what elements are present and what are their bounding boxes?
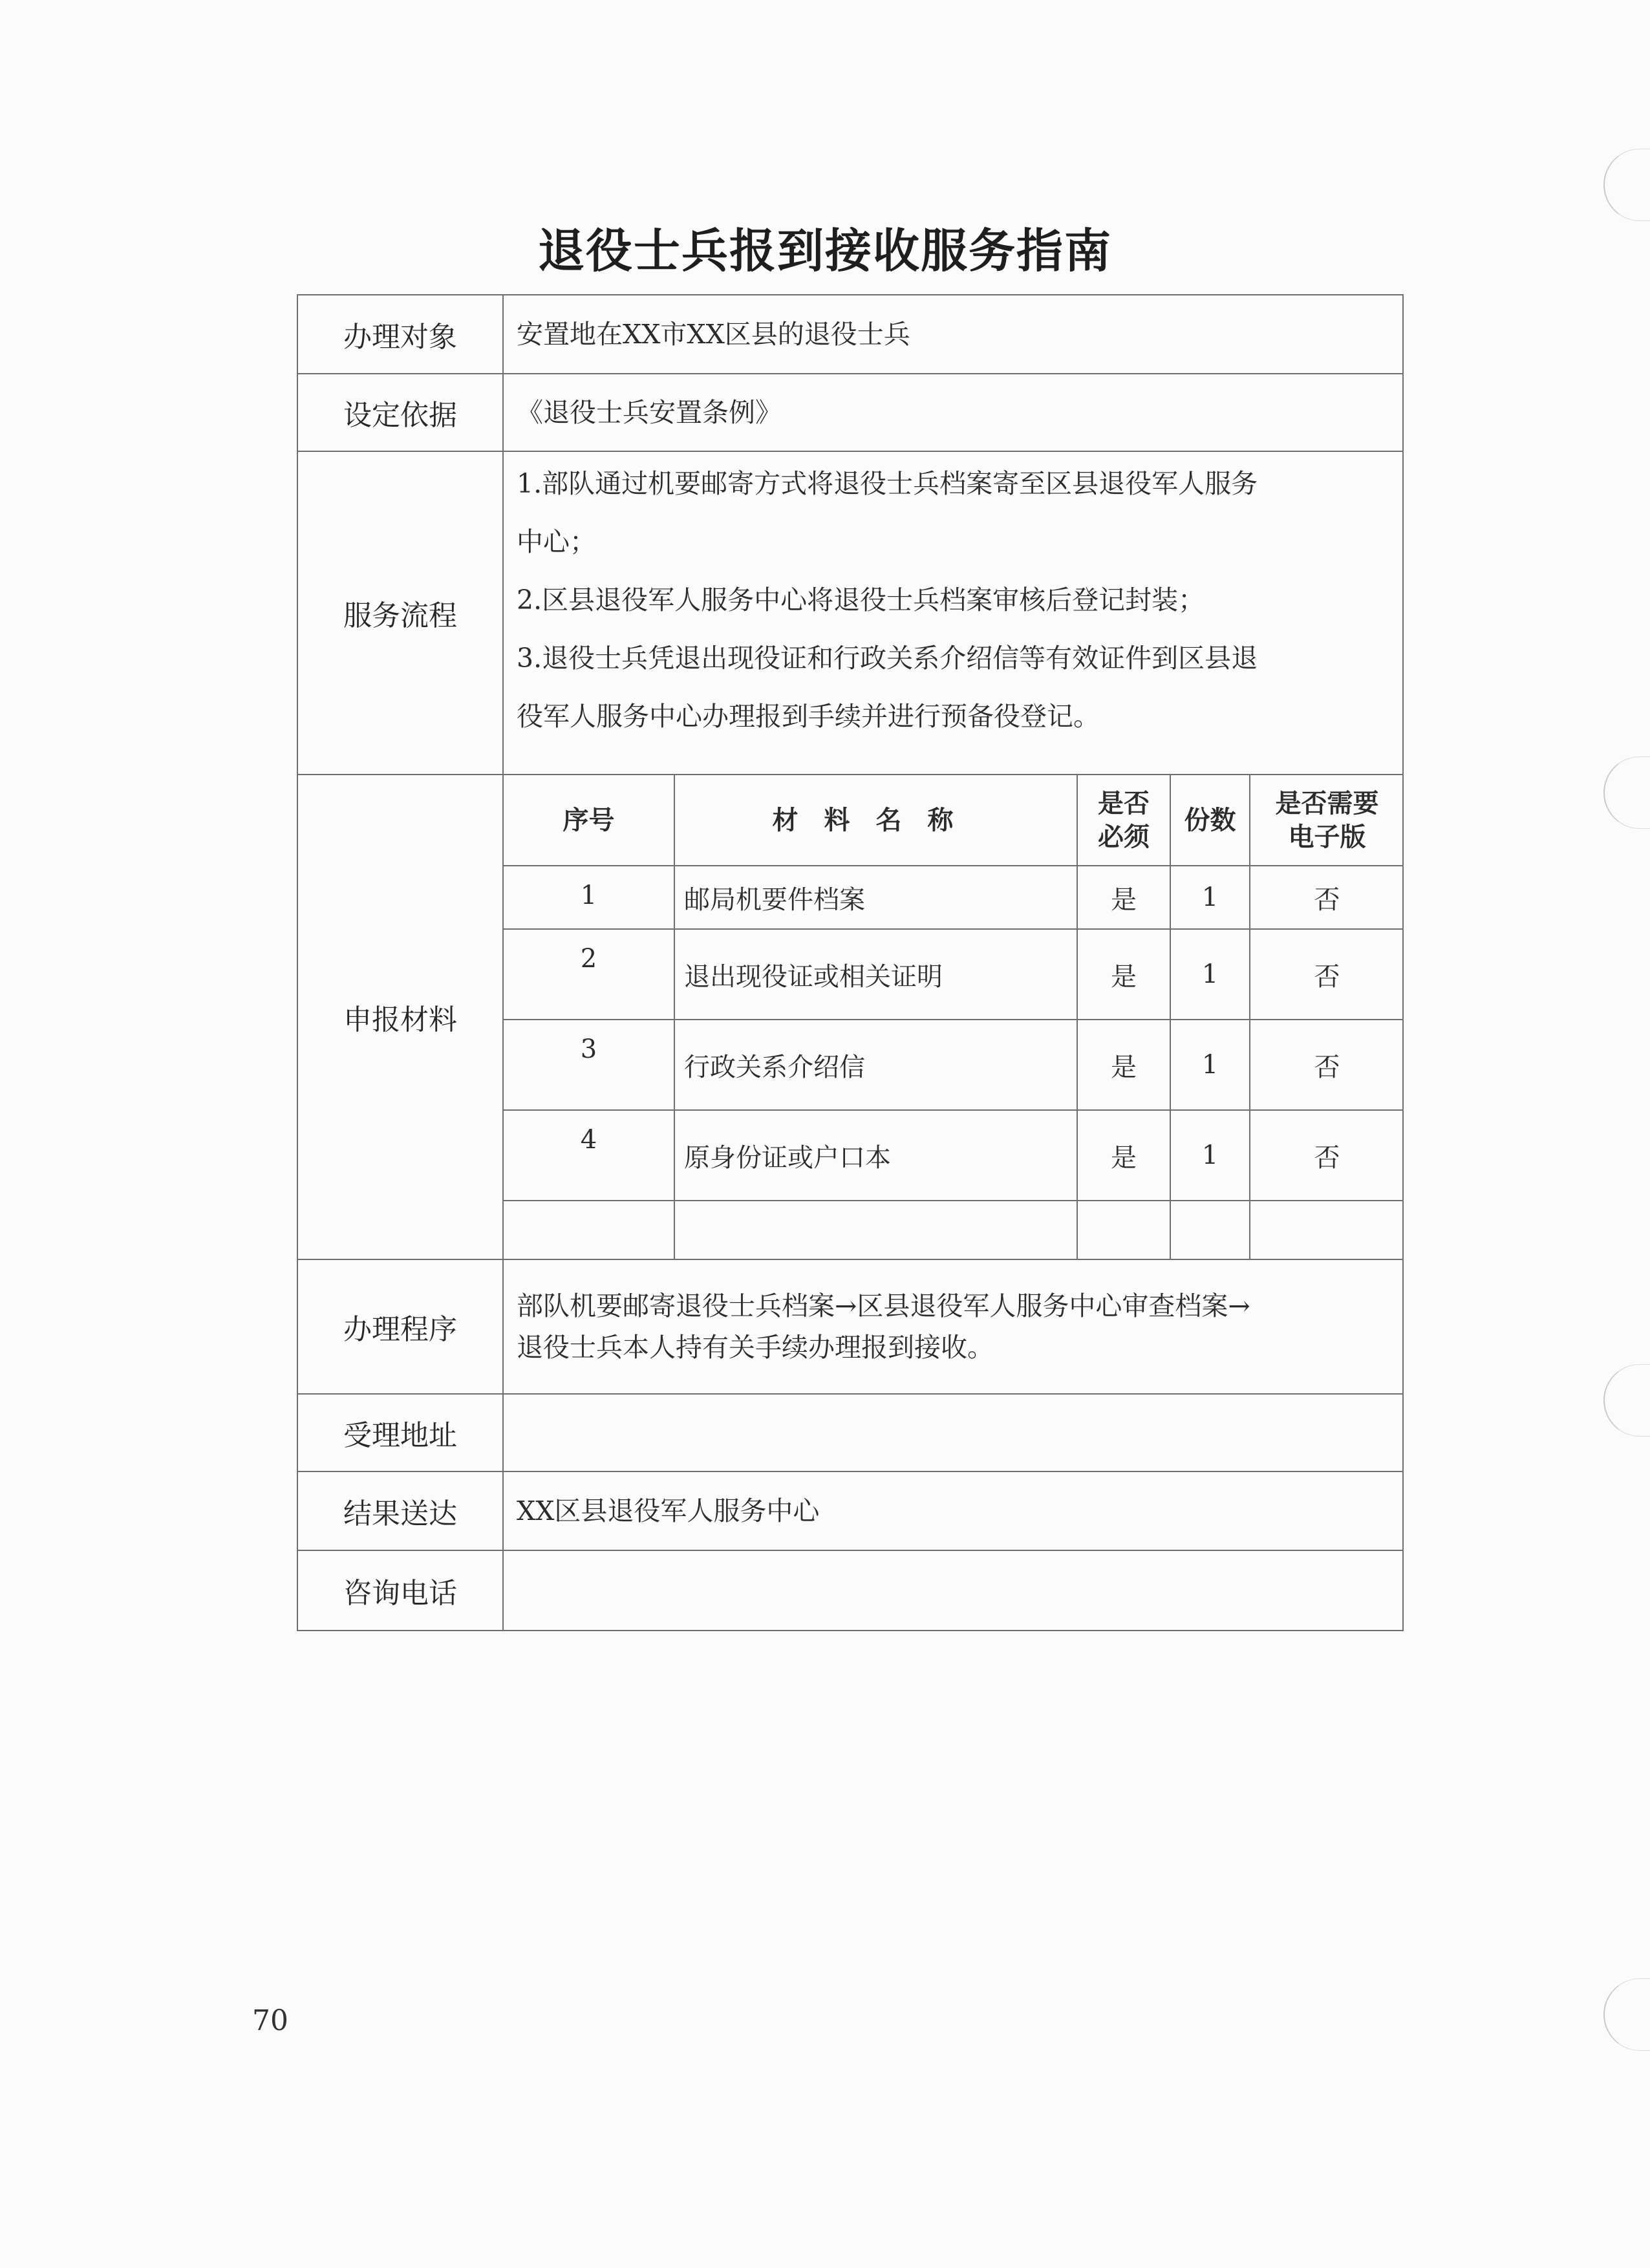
material-electronic: 否 [1250,1110,1404,1201]
phone-value [503,1550,1403,1631]
process-line: 3.退役士兵凭退出现役证和行政关系介绍信等有效证件到区县退 [517,643,1258,674]
material-electronic: 否 [1250,1020,1404,1110]
address-label: 受理地址 [297,1394,503,1471]
phone-label: 咨询电话 [297,1550,503,1631]
header-required-line: 是否 [1098,787,1150,818]
material-seq: 1 [504,866,674,929]
material-copies: 1 [1170,1020,1250,1110]
header-electronic-line: 是否需要 [1275,787,1379,818]
table-row-empty [504,1201,1404,1259]
materials-header-row [504,775,1404,866]
header-name: 材料名称 [674,775,1077,866]
binding-hole-mark [1603,756,1650,829]
material-name: 行政关系介绍信 [674,1020,1077,1110]
header-electronic [1250,775,1404,866]
address-value [503,1394,1403,1471]
material-name: 邮局机要件档案 [674,866,1077,929]
row-target [297,295,1403,374]
program-content [503,1259,1403,1394]
process-line: 中心； [517,526,596,557]
row-basis [297,374,1403,451]
page-number: 70 [252,2004,288,2037]
program-line: 部队机要邮寄退役士兵档案→区县退役军人服务中心审查档案→ [517,1290,1250,1321]
binding-hole-mark [1603,149,1650,221]
empty-cell [1170,1201,1250,1259]
process-line: 役军人服务中心办理报到手续并进行预备役登记。 [517,701,1100,732]
table-row [504,866,1404,929]
basis-value: 《退役士兵安置条例》 [503,374,1403,451]
page-title: 退役士兵报到接收服务指南 [537,224,1112,278]
process-label: 服务流程 [297,451,503,775]
material-electronic: 否 [1250,866,1404,929]
header-seq: 序号 [504,775,674,866]
material-copies: 1 [1170,929,1250,1020]
process-line: 1.部队通过机要邮寄方式将退役士兵档案寄至区县退役军人服务 [517,468,1258,499]
header-required-line: 必须 [1098,821,1150,852]
header-electronic-line: 电子版 [1288,821,1366,852]
target-label: 办理对象 [297,295,503,374]
materials-content [503,775,1403,1259]
row-process [297,451,1403,775]
header-copies: 份数 [1170,775,1250,866]
empty-cell [1077,1201,1170,1259]
row-phone [297,1550,1403,1631]
material-seq: 4 [504,1110,674,1201]
basis-label: 设定依据 [297,374,503,451]
row-program [297,1259,1403,1394]
delivery-value: XX区县退役军人服务中心 [503,1471,1403,1550]
target-value: 安置地在XX市XX区县的退役士兵 [503,295,1403,374]
material-required: 是 [1077,1110,1170,1201]
program-label: 办理程序 [297,1259,503,1394]
table-row [504,929,1404,1020]
material-seq: 3 [504,1020,674,1110]
empty-cell [674,1201,1077,1259]
binding-hole-mark [1603,1364,1650,1437]
table-row [504,1020,1404,1110]
empty-cell [1250,1201,1404,1259]
empty-cell [504,1201,674,1259]
binding-hole-mark [1603,1978,1650,2051]
material-name: 原身份证或户口本 [674,1110,1077,1201]
process-line: 2.区县退役军人服务中心将退役士兵档案审核后登记封装； [517,584,1205,615]
materials-table [504,775,1404,1259]
row-address [297,1394,1403,1471]
material-copies: 1 [1170,866,1250,929]
process-content [503,451,1403,775]
row-delivery [297,1471,1403,1550]
materials-label: 申报材料 [297,775,503,1259]
delivery-label: 结果送达 [297,1471,503,1550]
header-required [1077,775,1170,866]
material-copies: 1 [1170,1110,1250,1201]
table-row [504,1110,1404,1201]
material-required: 是 [1077,929,1170,1020]
material-seq: 2 [504,929,674,1020]
row-materials [297,775,1403,1259]
material-required: 是 [1077,1020,1170,1110]
service-guide-table [297,294,1404,1631]
material-required: 是 [1077,866,1170,929]
material-name: 退出现役证或相关证明 [674,929,1077,1020]
program-line: 退役士兵本人持有关手续办理报到接收。 [517,1332,994,1363]
material-electronic: 否 [1250,929,1404,1020]
